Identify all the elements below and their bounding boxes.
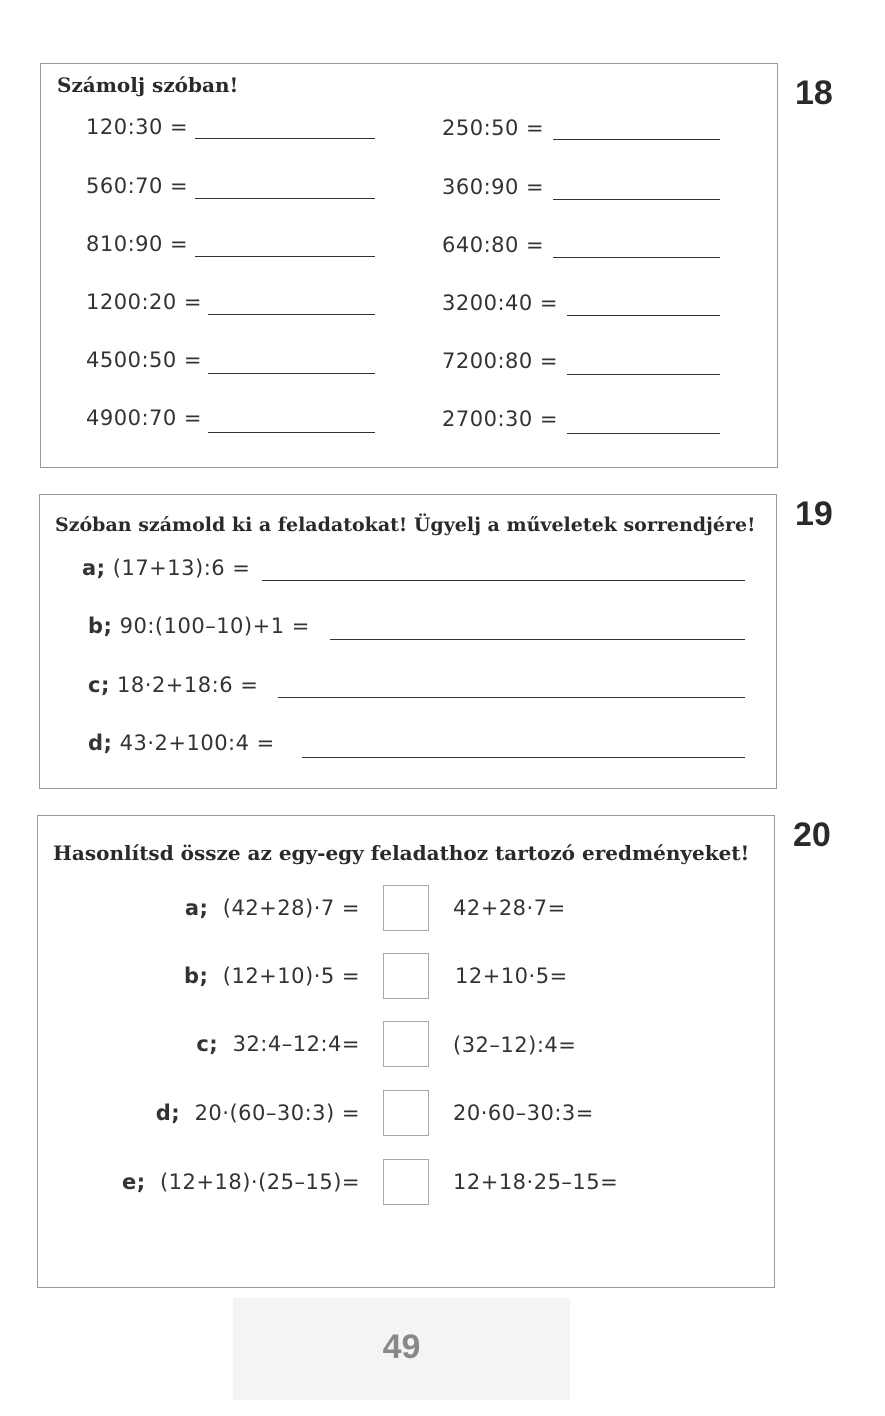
- ex20-right-expr-d: 20·60–30:3=: [453, 1101, 594, 1125]
- ex20-item-a-left: [185, 896, 360, 920]
- ex20-label-c: c;: [196, 1032, 219, 1056]
- ex20-left-expr-d: 20·(60–30:3) =: [194, 1101, 360, 1125]
- ex20-right-expr-a: 42+28·7=: [453, 896, 566, 920]
- ex18-answer-line[interactable]: [553, 139, 720, 140]
- ex19-label-d: d;: [88, 731, 113, 755]
- ex19-label-c: c;: [88, 673, 110, 697]
- ex20-item-b-left: [184, 964, 360, 988]
- ex20-compare-box-b[interactable]: [383, 953, 429, 999]
- ex18-left-1: 120:30 =: [86, 115, 189, 139]
- ex20-right-expr-b: 12+10·5=: [455, 964, 568, 988]
- ex18-left-4: 1200:20 =: [86, 290, 203, 314]
- ex18-answer-line[interactable]: [195, 256, 375, 257]
- ex20-item-d-left: [156, 1101, 360, 1125]
- ex19-expr-a: (17+13):6 =: [112, 556, 251, 580]
- ex20-compare-box-d[interactable]: [383, 1090, 429, 1136]
- ex18-answer-line[interactable]: [553, 257, 720, 258]
- ex19-item-d: [88, 731, 275, 755]
- page-number: 49: [382, 1328, 421, 1366]
- exercise-18-number: 18: [795, 74, 833, 112]
- ex19-item-a: [82, 556, 250, 580]
- ex19-expr-c: 18·2+18:6 =: [117, 673, 259, 697]
- ex20-right-expr-e: 12+18·25–15=: [453, 1170, 619, 1194]
- ex19-label-a: a;: [82, 556, 106, 580]
- ex20-left-expr-b: (12+10)·5 =: [222, 964, 360, 988]
- ex20-right-expr-c: (32–12):4=: [453, 1033, 577, 1057]
- ex18-left-3: 810:90 =: [86, 232, 189, 256]
- ex18-right-2: 360:90 =: [442, 175, 545, 199]
- ex20-left-expr-c: 32:4–12:4=: [232, 1032, 360, 1056]
- ex19-answer-line-b[interactable]: [330, 639, 745, 640]
- ex18-right-4: 3200:40 =: [442, 291, 559, 315]
- ex18-right-1: 250:50 =: [442, 116, 545, 140]
- ex20-compare-box-c[interactable]: [383, 1021, 429, 1067]
- ex19-answer-line-c[interactable]: [278, 697, 745, 698]
- ex20-compare-box-a[interactable]: [383, 885, 429, 931]
- ex20-item-e-left: [122, 1170, 360, 1194]
- ex20-left-expr-e: (12+18)·(25–15)=: [159, 1170, 360, 1194]
- ex18-answer-line[interactable]: [208, 314, 375, 315]
- ex18-left-2: 560:70 =: [86, 174, 189, 198]
- exercise-19-title: Szóban számold ki a feladatokat! Ügyelj a műveletek sorrendjére!: [55, 514, 756, 536]
- ex18-answer-line[interactable]: [208, 432, 375, 433]
- exercise-18-title: Számolj szóban!: [57, 73, 239, 97]
- ex18-answer-line[interactable]: [567, 315, 720, 316]
- exercise-20-number: 20: [793, 816, 831, 854]
- ex19-item-c: [88, 673, 258, 697]
- ex20-left-expr-a: (42+28)·7 =: [222, 896, 360, 920]
- ex18-right-6: 2700:30 =: [442, 407, 559, 431]
- ex18-left-5: 4500:50 =: [86, 348, 203, 372]
- ex18-answer-line[interactable]: [567, 374, 720, 375]
- exercise-19-number: 19: [795, 495, 833, 533]
- ex20-label-d: d;: [155, 1101, 181, 1125]
- ex20-label-b: b;: [183, 964, 209, 988]
- ex18-left-6: 4900:70 =: [86, 406, 203, 430]
- ex20-label-a: a;: [184, 896, 209, 920]
- ex19-answer-line-d[interactable]: [302, 757, 745, 758]
- ex19-answer-line-a[interactable]: [262, 580, 745, 581]
- ex18-answer-line[interactable]: [195, 198, 375, 199]
- ex18-right-5: 7200:80 =: [442, 349, 559, 373]
- ex18-answer-line[interactable]: [208, 373, 375, 374]
- ex19-label-b: b;: [88, 614, 113, 638]
- ex18-answer-line[interactable]: [195, 138, 375, 139]
- exercise-20-title: Hasonlítsd össze az egy-egy feladathoz tartozó eredményeket!: [53, 841, 750, 865]
- ex18-answer-line[interactable]: [553, 199, 720, 200]
- ex20-label-e: e;: [121, 1170, 146, 1194]
- ex19-expr-d: 43·2+100:4 =: [119, 731, 275, 755]
- ex19-item-b: [88, 614, 310, 638]
- ex20-item-c-left: [196, 1032, 360, 1056]
- ex18-answer-line[interactable]: [567, 433, 720, 434]
- ex19-expr-b: 90:(100–10)+1 =: [119, 614, 310, 638]
- ex18-right-3: 640:80 =: [442, 233, 545, 257]
- ex20-compare-box-e[interactable]: [383, 1159, 429, 1205]
